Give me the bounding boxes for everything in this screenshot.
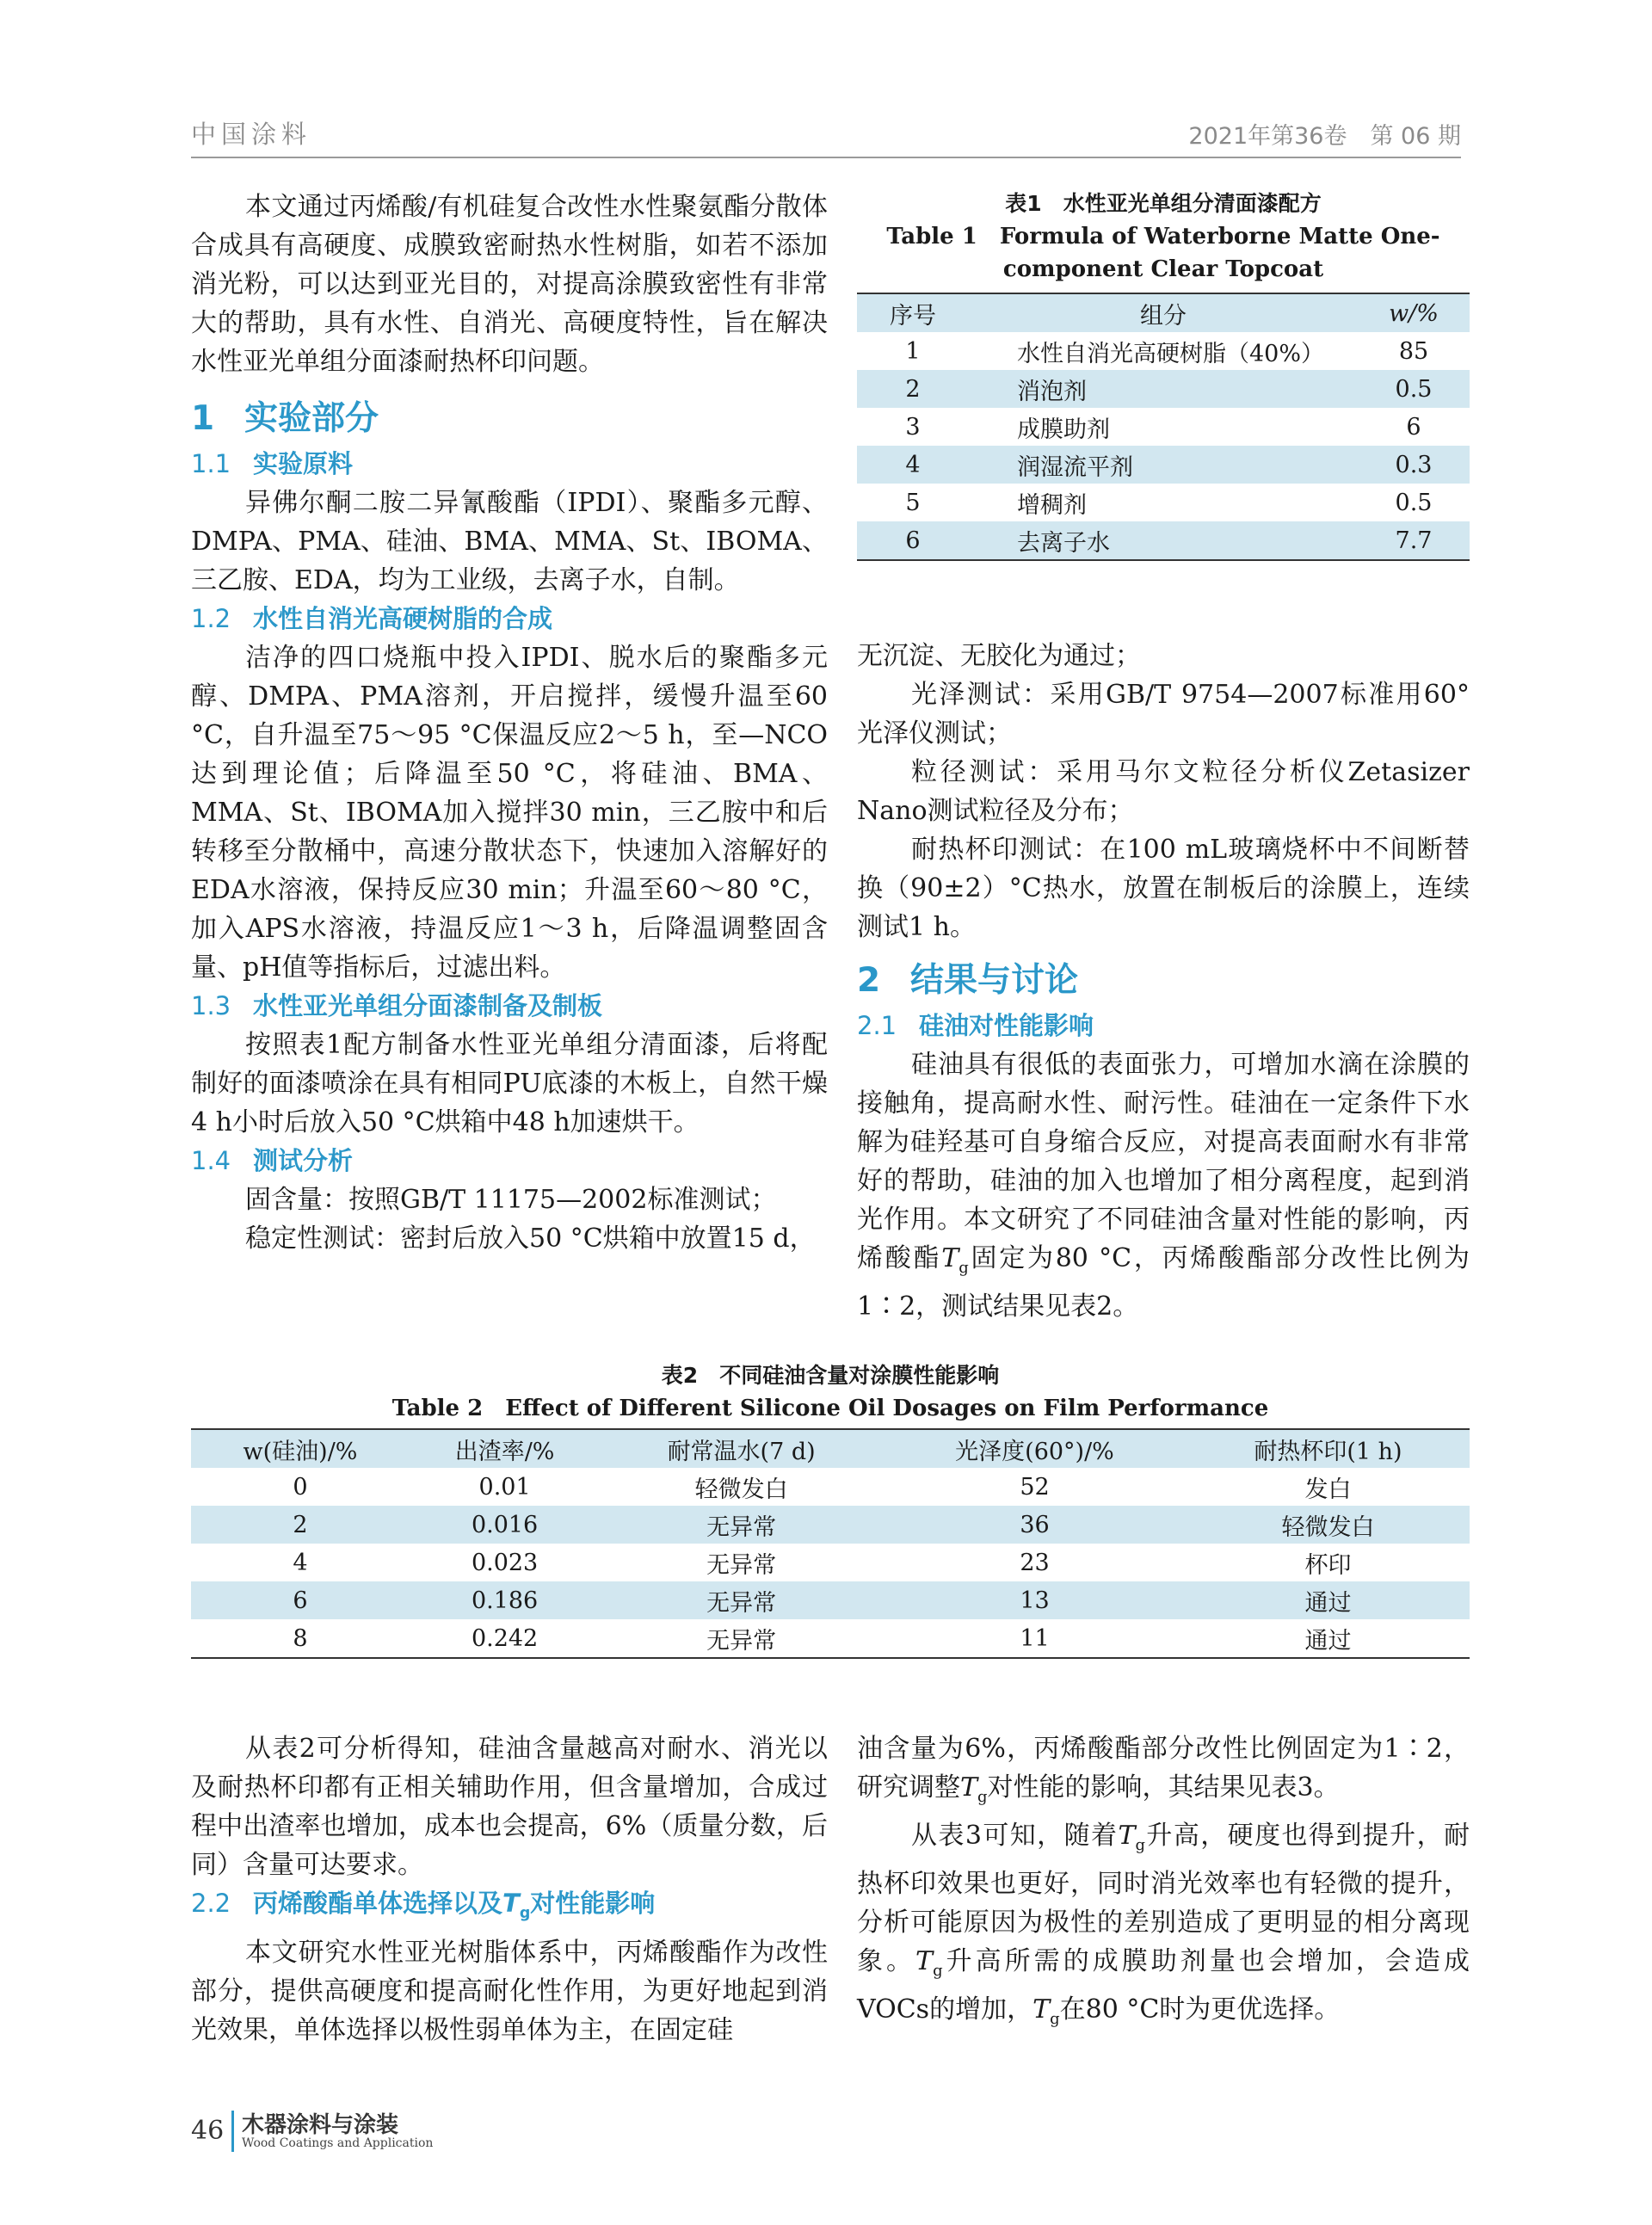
- table-cell: 52: [1020, 1473, 1050, 1501]
- table-cell: 消泡剂: [1017, 378, 1087, 405]
- table-cell: 发白: [1304, 1476, 1352, 1503]
- table-cell: 0.242: [471, 1624, 539, 1652]
- table-header-cell: 光泽度(60°)/%: [955, 1438, 1114, 1465]
- table-cell: 85: [1398, 337, 1429, 365]
- subsection-title: 水性亚光单组分面漆制备及制板: [253, 991, 603, 1020]
- subsection-1-2-heading: [191, 600, 828, 638]
- right-column: [857, 637, 1470, 1326]
- table-cell: 轻微发白: [1281, 1513, 1375, 1541]
- table-row: [857, 484, 1470, 521]
- table-cell: 4: [293, 1549, 308, 1576]
- table-header-cell: 耐常温水(7 d): [667, 1438, 816, 1465]
- table-row: [191, 1544, 1470, 1581]
- table-cell: 0.023: [471, 1549, 539, 1576]
- issue-info: 2021年第36卷 第 06 期: [1188, 123, 1461, 150]
- subsection-number: 2.1: [857, 1011, 897, 1040]
- table-header-cell: 出渣率/%: [454, 1438, 555, 1465]
- table-3-analysis: 从表3可知，随着$T_g$升高，硬度也得到提升，耐热杯印效果也更好，同时消光效率也有轻微的提升，分析可能原因为极性的差别造成了更明显的相分离现象。$T_g$升高所需的成膜助剂量也会增加，会造成VOCs的增加，$T_g$在80 °C时为更优选择。: [857, 1821, 1470, 2028]
- table-2-caption-en: Table 2 Effect of Different Silicone Oil Dosages on Film Performance: [391, 1396, 1269, 1421]
- table-header-cell: w(硅油)/%: [243, 1438, 358, 1465]
- table-row: [857, 370, 1470, 408]
- subsection-title: 测试分析: [253, 1146, 354, 1175]
- subsection-title: 实验原料: [253, 449, 354, 478]
- footer-title-en: Wood Coatings and Application: [242, 2136, 434, 2150]
- table-cell: 2: [905, 375, 921, 403]
- table-2-analysis: 从表2可分析得知，硅油含量越高对耐水、消光以及耐热杯印都有正相关辅助作用，但含量增加，合成过程中出渣率也增加，成本也会提高，6%（质量分数，后同）含量可达要求。: [191, 1734, 828, 1880]
- intro-paragraph: 本文通过丙烯酸/有机硅复合改性水性聚氨酯分散体合成具有高硬度、成膜致密耐热水性树脂，如若不添加消光粉，可以达到亚光目的，对提高涂膜致密性有非常大的帮助，具有水性、自消光、高硬度特性，旨在解决水性亚光单组分面漆耐热杯印问题。: [191, 192, 828, 377]
- table-2-caption-cn: 表2 不同硅油含量对涂膜性能影响: [661, 1363, 1000, 1388]
- subsection-number: 1.1: [191, 449, 231, 478]
- table-header-cell: w/%: [1389, 299, 1439, 327]
- page-number: 46: [191, 2116, 225, 2146]
- table-cell: 0.01: [478, 1473, 531, 1501]
- subsection-1-4-heading: [191, 1142, 828, 1180]
- table-cell: 0.016: [471, 1511, 539, 1538]
- table-header-cell: 耐热杯印(1 h): [1254, 1438, 1402, 1465]
- table-cell: 去离子水: [1017, 529, 1110, 557]
- table-row: [857, 446, 1470, 484]
- table-cell: 3: [905, 413, 921, 441]
- subsection-title: 水性自消光高硬树脂的合成: [253, 604, 553, 633]
- table-cell: 6: [1406, 413, 1421, 441]
- table-row: [191, 1619, 1470, 1658]
- table-1-caption-cn: 表1 水性亚光单组分清面漆配方: [1005, 191, 1322, 216]
- bottom-right-column: [857, 1729, 1470, 2038]
- subsection-2-1-heading: [857, 1007, 1470, 1045]
- materials-paragraph: 异佛尔酮二胺二异氰酸酯（IPDI）、聚酯多元醇、DMPA、PMA、硅油、BMA、MMA、St、IBOMA、三乙胺、EDA，均为工业级，去离子水，自制。: [191, 488, 828, 595]
- footer-title-cn: 木器涂料与涂装: [242, 2112, 399, 2138]
- table-cell: 水性自消光高硬树脂（40%）: [1017, 340, 1325, 367]
- subsection-number: 1.2: [191, 604, 231, 633]
- table-cell: 杯印: [1304, 1551, 1352, 1579]
- header-rule: [191, 157, 1461, 158]
- table-cell: 增稠剂: [1017, 491, 1087, 519]
- table-cell: 13: [1020, 1587, 1050, 1614]
- particle-size-test: 粒径测试：采用马尔文粒径分析仪Zetasizer Nano测试粒径及分布；: [857, 757, 1470, 826]
- section-1-heading: [191, 393, 828, 445]
- stability-continued: 无沉淀、无胶化为通过；: [857, 641, 1141, 671]
- table-header-cell: 序号: [890, 302, 936, 330]
- table-1: [857, 293, 1470, 561]
- subsection-number: 2.2: [191, 1889, 231, 1918]
- subsection-1-1-heading: [191, 445, 828, 484]
- table-cell: 无异常: [706, 1513, 777, 1541]
- table-row: [857, 332, 1470, 370]
- table-cell: 0.186: [471, 1587, 539, 1614]
- table-row: [191, 1581, 1470, 1619]
- table-cell: 8: [293, 1624, 308, 1652]
- table-2-block: [191, 1359, 1470, 1659]
- table-cell: 23: [1020, 1549, 1050, 1576]
- table-cell: 通过: [1304, 1589, 1352, 1617]
- journal-name: 中国涂料: [191, 120, 312, 149]
- left-column: [191, 188, 828, 1258]
- footer-divider: [231, 2111, 234, 2152]
- table-row: [191, 1506, 1470, 1544]
- table-cell: 轻微发白: [694, 1476, 788, 1503]
- table-cell: 2: [293, 1511, 308, 1538]
- table-cell: 无异常: [706, 1589, 777, 1617]
- table-cell: 成膜助剂: [1017, 416, 1110, 443]
- section-2-heading: [857, 955, 1470, 1007]
- table-row: [857, 408, 1470, 446]
- subsection-number: 1.4: [191, 1146, 231, 1175]
- table-cell: 36: [1020, 1511, 1050, 1538]
- section-number: 1: [191, 399, 215, 438]
- section-title: 实验部分: [244, 399, 379, 438]
- table-cell: 0.5: [1395, 489, 1433, 516]
- section-title: 结果与讨论: [910, 961, 1079, 1000]
- gloss-test: 光泽测试：采用GB/T 9754—2007标准用60°光泽仪测试；: [857, 680, 1470, 749]
- table-cell: 0.3: [1395, 451, 1433, 478]
- subsection-2-2-heading: 2.2 丙烯酸酯单体选择以及$T_g$对性能影响: [191, 1884, 828, 1933]
- subsection-1-3-heading: [191, 987, 828, 1026]
- table-cell: 无异常: [706, 1627, 777, 1655]
- bottom-left-column: [191, 1729, 828, 2049]
- section-number: 2: [857, 961, 881, 1000]
- table-cell: 4: [905, 451, 921, 478]
- table-cell: 润湿流平剂: [1017, 453, 1133, 481]
- table-row: [857, 521, 1470, 560]
- table-cell: 1: [905, 337, 921, 365]
- table-cell: 5: [905, 489, 921, 516]
- table-row: [191, 1468, 1470, 1506]
- subsection-title: 硅油对性能影响: [919, 1011, 1094, 1040]
- table-cell: 6: [293, 1587, 308, 1614]
- table-cell: 0: [293, 1473, 308, 1501]
- silicone-oil-paragraph: 硅油具有很低的表面张力，可增加水滴在涂膜的接触角，提高耐水性、耐污性。硅油在一定条件下水解为硅羟基可自身缩合反应，对提高表面耐水有非常好的帮助，硅油的加入也增加了相分离程度，起到消光作用。本文研究了不同硅油含量对性能的影响，丙烯酸酯$T_g$固定为80 °C，丙烯酸酯部分改性比例为1∶2，测试结果见表2。: [857, 1050, 1470, 1322]
- table-cell: 11: [1020, 1624, 1050, 1652]
- subsection-number: 1.3: [191, 991, 231, 1020]
- table-cell: 7.7: [1395, 527, 1433, 554]
- preparation-paragraph: 按照表1配方制备水性亚光单组分清面漆，后将配制好的面漆喷涂在具有相同PU底漆的木板上，自然干燥4 h小时后放入50 °C烘箱中48 h加速烘干。: [191, 1030, 828, 1137]
- table-cell: 通过: [1304, 1627, 1352, 1655]
- table-2: [191, 1428, 1470, 1659]
- table-header-cell: 组分: [1140, 302, 1187, 330]
- heat-cup-test: 耐热杯印测试：在100 mL玻璃烧杯中不间断替换（90±2）°C热水，放置在制板后的涂膜上，连续测试1 h。: [857, 835, 1470, 942]
- table-1-caption-en: Table 1 Formula of Waterborne Matte One-component Clear Topcoat: [886, 224, 1440, 282]
- acrylate-continued: 油含量为6%，丙烯酸酯部分改性比例固定为1∶2，研究调整$T_g$对性能的影响，其结果见表3。: [857, 1734, 1470, 1806]
- table-cell: 0.5: [1395, 375, 1433, 403]
- solid-content-test: 固含量：按照GB/T 11175—2002标准测试；: [245, 1185, 777, 1215]
- stability-test: 稳定性测试：密封后放入50 °C烘箱中放置15 d，: [245, 1223, 816, 1254]
- table-1-block: [857, 188, 1470, 561]
- acrylate-paragraph: 本文研究水性亚光树脂体系中，丙烯酸酯作为改性部分，提供高硬度和提高耐化性作用，为更好地起到消光效果，单体选择以极性弱单体为主，在固定硅: [191, 1937, 828, 2045]
- table-cell: 6: [905, 527, 921, 554]
- synthesis-paragraph: 洁净的四口烧瓶中投入IPDI、脱水后的聚酯多元醇、DMPA、PMA溶剂，开启搅拌，缓慢升温至60 °C，自升温至75～95 °C保温反应2～5 h，至—NCO达到理论值；后降温至50 °C，将硅油、BMA、MMA、St、IBOMA加入搅拌30 min，三乙胺中和后转移至分散桶中，高速分散状态下，快速加入溶解好的EDA水溶液，保持反应30 min；升温至60～80 °C，加入APS水溶液，持温反应1～3 h，后降温调整固含量、pH值等指标后，过滤出料。: [191, 643, 828, 983]
- table-cell: 无异常: [706, 1551, 777, 1579]
